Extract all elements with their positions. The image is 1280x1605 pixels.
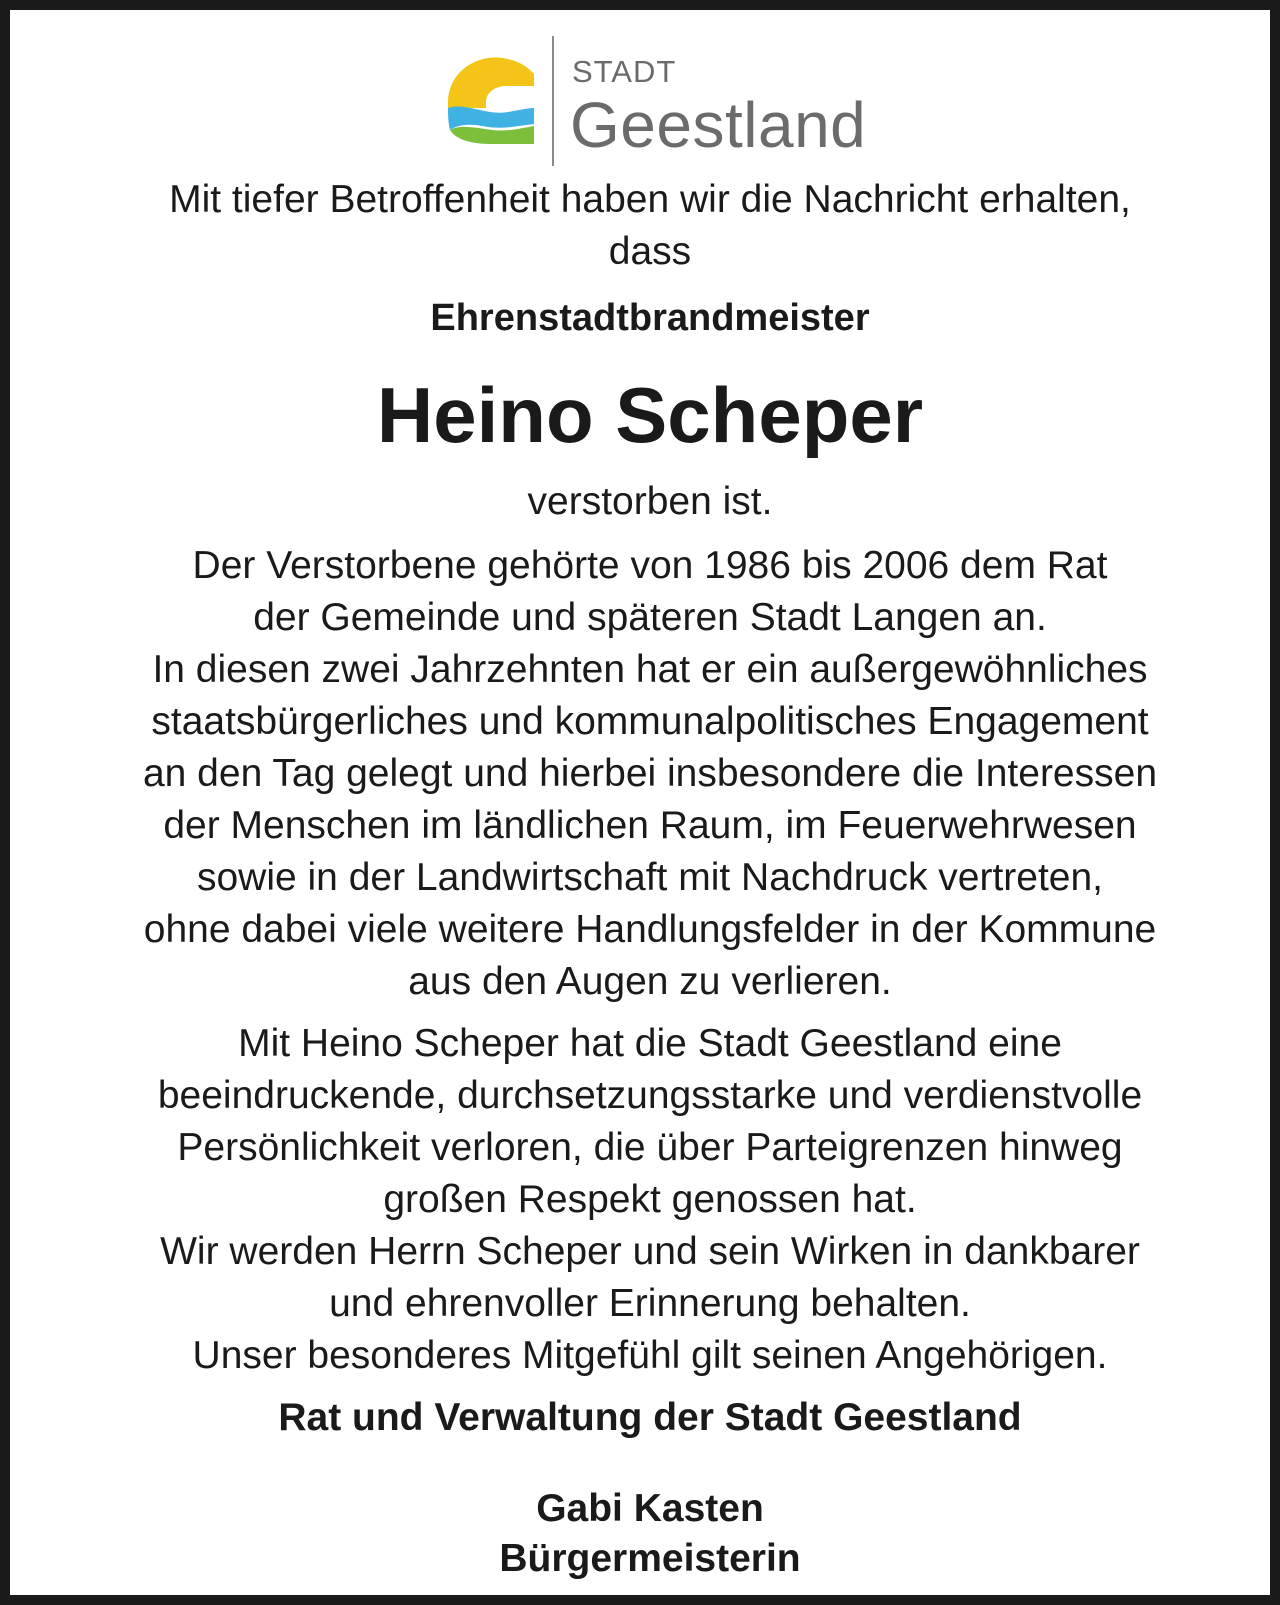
paragraph-line: aus den Augen zu verlieren. — [408, 960, 892, 1003]
deceased-name: Heino Scheper — [376, 371, 924, 459]
honorific-title: Ehrenstadtbrandmeister — [430, 297, 870, 339]
paragraph-line: der Gemeinde und späteren Stadt Langen an. — [253, 596, 1047, 639]
signature-person: Gabi Kasten — [536, 1487, 764, 1530]
paragraph-1 — [30, 540, 1270, 1008]
logo-word-stadt: STADT — [572, 54, 677, 89]
paragraph-line: sowie in der Landwirtschaft mit Nachdruck vertreten, — [196, 856, 1104, 899]
paragraph-line: staatsbürgerliches und kommunalpolitisches Engagement — [151, 700, 1149, 743]
city-logo — [446, 34, 876, 168]
paragraph-line: an den Tag gelegt und hierbei insbesondere die Interessen — [142, 752, 1158, 795]
paragraph-2 — [30, 1018, 1270, 1382]
paragraph-line: Wir werden Herrn Scheper und sein Wirken in dankbarer — [160, 1230, 1140, 1273]
paragraph-line: Unser besonderes Mitgefühl gilt seinen Angehörigen. — [192, 1334, 1108, 1377]
signature-organization: Rat und Verwaltung der Stadt Geestland — [278, 1396, 1022, 1439]
paragraph-line: In diesen zwei Jahrzehnten hat er ein außergewöhnliches — [152, 648, 1148, 691]
logo-divider — [552, 36, 554, 166]
intro-line-1: Mit tiefer Betroffenheit haben wir die Nachricht erhalten, — [169, 178, 1131, 221]
paragraph-line: Mit Heino Scheper hat die Stadt Geestland eine — [238, 1022, 1062, 1065]
paragraph-line: beeindruckende, durchsetzungsstarke und verdienstvolle — [157, 1074, 1143, 1117]
paragraph-line: Persönlichkeit verloren, die über Parteigrenzen hinweg — [177, 1126, 1123, 1169]
intro-line-2: dass — [608, 230, 692, 273]
signature-title: Bürgermeisterin — [499, 1537, 801, 1580]
deceased-line: verstorben ist. — [527, 480, 773, 523]
paragraph-line: der Menschen im ländlichen Raum, im Feuerwehrwesen — [163, 804, 1137, 847]
geestland-g-mark-icon — [446, 56, 536, 146]
paragraph-line: Der Verstorbene gehörte von 1986 bis 2006 dem Rat — [192, 544, 1108, 587]
logo-word-geestland: Geestland — [570, 89, 867, 161]
paragraph-line: ohne dabei viele weitere Handlungsfelder in der Kommune — [143, 908, 1157, 951]
paragraph-line: großen Respekt genossen hat. — [383, 1178, 917, 1221]
paragraph-line: und ehrenvoller Erinnerung behalten. — [329, 1282, 971, 1325]
